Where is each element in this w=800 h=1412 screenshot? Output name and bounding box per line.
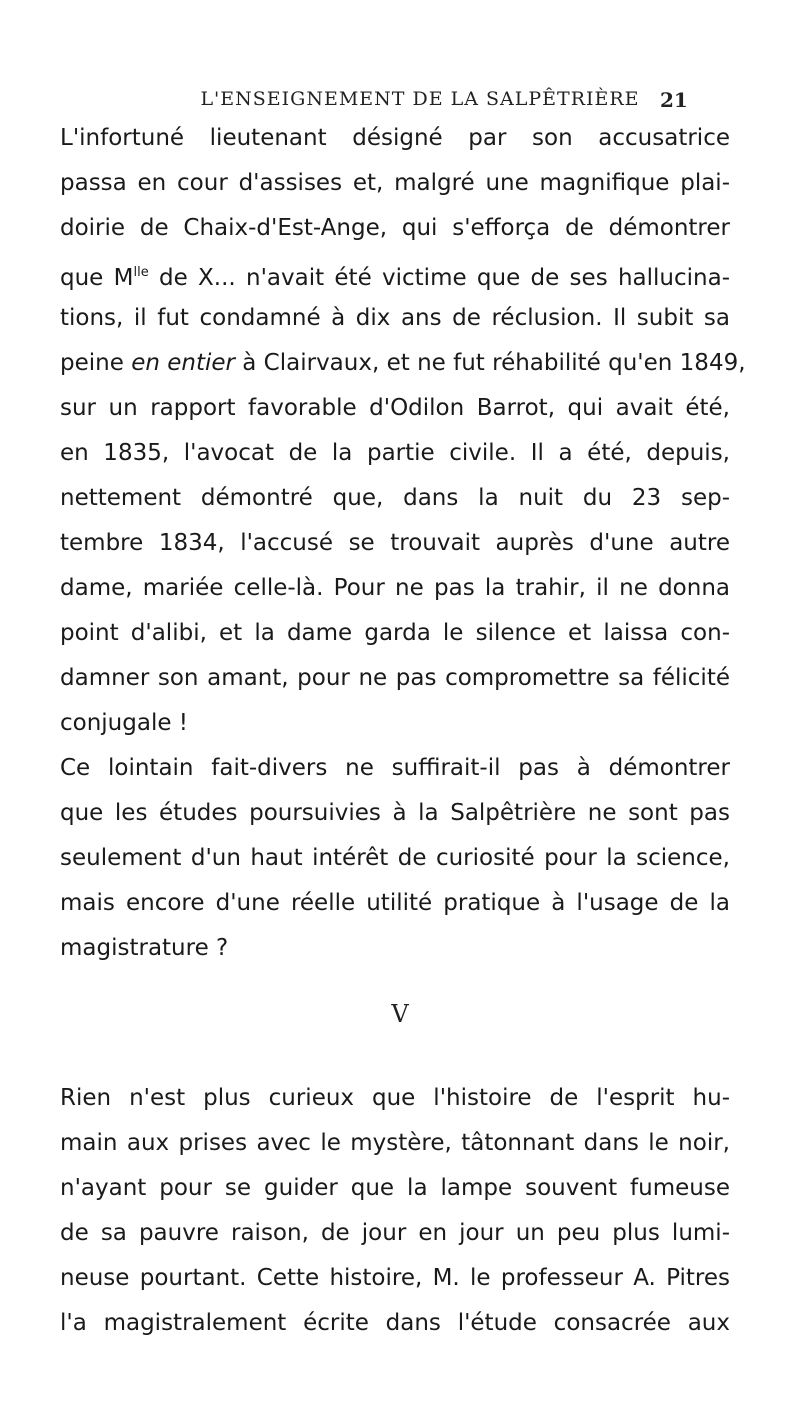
running-head: L'ENSEIGNEMENT DE LA SALPÊTRIÈRE (200, 88, 640, 110)
paragraph-line: de sa pauvre raison, de jour en jour un peu plus lumi- (60, 1220, 730, 1246)
paragraph-line: l'a magistralement écrite dans l'étude consacrée aux (60, 1310, 730, 1336)
paragraph-line: peine en entier à Clairvaux, et ne fut réhabilité qu'en 1849, (60, 350, 746, 376)
paragraph-line: L'infortuné lieutenant désigné par son accusatrice (60, 125, 730, 151)
paragraph-line: tembre 1834, l'accusé se trouvait auprès d'une autre (60, 530, 730, 556)
section-number: V (391, 1000, 409, 1028)
paragraph-line: conjugale ! (60, 710, 189, 736)
page-number: 21 (660, 88, 688, 112)
paragraph-line: doirie de Chaix-d'Est-Ange, qui s'efforça de démontrer (60, 215, 730, 241)
paragraph-line: damner son amant, pour ne pas compromettre sa félicité (60, 665, 730, 691)
paragraph-line: tions, il fut condamné à dix ans de réclusion. Il subit sa (60, 305, 730, 331)
paragraph-line: n'ayant pour se guider que la lampe souvent fumeuse (60, 1175, 730, 1201)
paragraph-line: que $M^{lle}$ de X... n'avait été victime que de ses hallucina- (60, 265, 730, 291)
paragraph-line: Ce lointain fait-divers ne suffirait-il pas à démontrer (60, 755, 730, 781)
paragraph-line: sur un rapport favorable d'Odilon Barrot, qui avait été, (60, 395, 730, 421)
paragraph-line: magistrature ? (60, 935, 229, 961)
paragraph-line: que les études poursuivies à la Salpêtrière ne sont pas (60, 800, 730, 826)
paragraph-line: point d'alibi, et la dame garda le silence et laissa con- (60, 620, 730, 646)
paragraph-line: neuse pourtant. Cette histoire, M. le professeur A. Pitres (60, 1265, 730, 1291)
paragraph-line: mais encore d'une réelle utilité pratique à l'usage de la (60, 890, 730, 916)
paragraph-line: seulement d'un haut intérêt de curiosité pour la science, (60, 845, 730, 871)
paragraph-line: nettement démontré que, dans la nuit du 23 sep- (60, 485, 730, 511)
paragraph-line: main aux prises avec le mystère, tâtonnant dans le noir, (60, 1130, 730, 1156)
paragraph-line: passa en cour d'assises et, malgré une magnifique plai- (60, 170, 730, 196)
paragraph-line: dame, mariée celle-là. Pour ne pas la trahir, il ne donna (60, 575, 730, 601)
paragraph-line: en 1835, l'avocat de la partie civile. Il a été, depuis, (60, 440, 730, 466)
paragraph-line: Rien n'est plus curieux que l'histoire de l'esprit hu- (60, 1085, 730, 1111)
